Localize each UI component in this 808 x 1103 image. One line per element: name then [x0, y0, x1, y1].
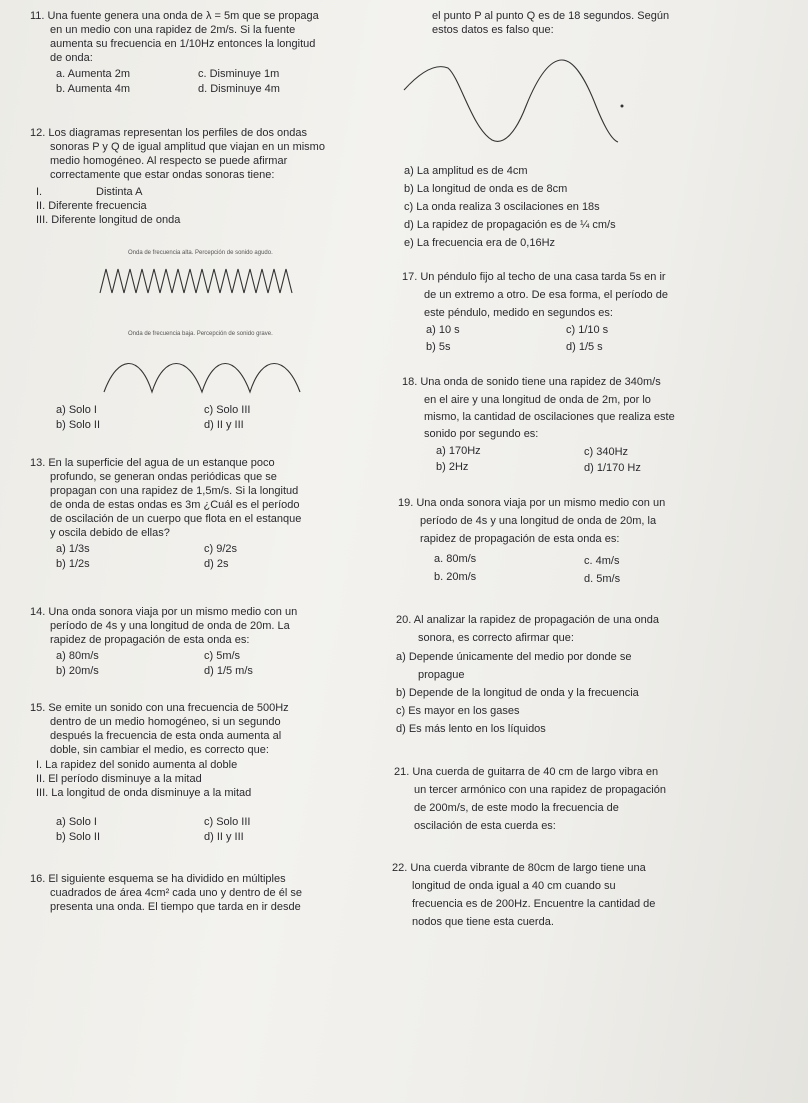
q17-line: de un extremo a otro. De esa forma, el período de	[424, 289, 668, 301]
q12-line: sonoras P y Q de igual amplitud que viajan en un mismo	[50, 141, 325, 153]
q13-line: de onda de estas ondas es 3m ¿Cuál es el período	[50, 499, 300, 511]
q11-option-b: b. Aumenta 4m	[56, 83, 130, 95]
q15-line: dentro de un medio homogéneo, si un segundo	[50, 716, 281, 728]
q12-statement-i-text: Distinta A	[96, 186, 143, 198]
q14-line: 14. Una onda sonora viaja por un mismo medio con un	[30, 606, 298, 618]
q15-line: 15. Se emite un sonido con una frecuencia de 500Hz	[30, 702, 289, 714]
high-frequency-wave	[100, 267, 292, 295]
q22-line: frecuencia es de 200Hz. Encuentre la cantidad de	[412, 898, 656, 910]
q12-statement-iii: III. Diferente longitud de onda	[36, 214, 181, 226]
q18-option-b: b) 2Hz	[436, 461, 469, 473]
q19-option-d: d. 5m/s	[584, 573, 621, 585]
q12-option-b: b) Solo II	[56, 419, 101, 431]
q15-statement-i: I. La rapidez del sonido aumenta al doble	[36, 759, 238, 771]
q12-statement-i-number: I.	[36, 186, 43, 198]
q17-option-d: d) 1/5 s	[566, 341, 603, 353]
q13-line: de oscilación de un cuerpo que flota en el estanque	[50, 513, 302, 525]
q11-line: en un medio con una rapidez de 2m/s. Si la fuente	[50, 24, 296, 36]
q16-line: cuadrados de área 4cm² cada uno y dentro de él se	[50, 887, 302, 899]
q15-option-a: a) Solo I	[56, 816, 97, 828]
low-frequency-wave	[104, 352, 304, 396]
q16-option-e: e) La frecuencia era de 0,16Hz	[404, 237, 556, 249]
low-frequency-caption: Onda de frecuencia baja. Percepción de sonido grave.	[128, 331, 273, 337]
q16-line: presenta una onda. El tiempo que tarda en ir desde	[50, 901, 301, 913]
q15-statement-ii: II. El período disminuye a la mitad	[36, 773, 202, 785]
q20-option-a: a) Depende únicamente del medio por donde se	[396, 651, 632, 663]
q13-line: 13. En la superficie del agua de un estanque poco	[30, 457, 275, 469]
q11-option-d: d. Disminuye 4m	[198, 83, 280, 95]
q11-option-c: c. Disminuye 1m	[198, 68, 280, 80]
q22-line: nodos que tiene esta cuerda.	[412, 916, 554, 928]
q18-option-d: d) 1/170 Hz	[584, 462, 641, 474]
q12-option-a: a) Solo I	[56, 404, 97, 416]
q19-line: rapidez de propagación de esta onda es:	[420, 533, 620, 545]
q17-option-b: b) 5s	[426, 341, 451, 353]
q13-option-d: d) 2s	[204, 558, 229, 570]
q17-line: este péndulo, medido en segundos es:	[424, 307, 613, 319]
q11-line: aumenta su frecuencia en 1/10Hz entonces la longitud	[50, 38, 316, 50]
q21-line: un tercer armónico con una rapidez de propagación	[414, 784, 666, 796]
q19-line: 19. Una onda sonora viaja por un mismo medio con un	[398, 497, 666, 509]
q18-line: 18. Una onda de sonido tiene una rapidez de 340m/s	[402, 376, 661, 388]
q18-line: sonido por segundo es:	[424, 428, 539, 440]
q19-option-a: a. 80m/s	[434, 553, 477, 565]
q12-line: correctamente que estar ondas sonoras tiene:	[50, 169, 275, 181]
q13-line: propagan con una rapidez de 1,5m/s. Si la longitud	[50, 485, 299, 497]
q20-option-a-cont: propague	[418, 669, 465, 681]
q16-wave-diagram	[404, 58, 626, 148]
q14-line: rapidez de propagación de esta onda es:	[50, 634, 250, 646]
q16-option-a: a) La amplitud es de 4cm	[404, 165, 528, 177]
q15-line: doble, sin cambiar el medio, es correcto que:	[50, 744, 269, 756]
q13-line: profundo, se generan ondas periódicas que se	[50, 471, 277, 483]
q12-statement-ii: II. Diferente frecuencia	[36, 200, 147, 212]
q11-option-a: a. Aumenta 2m	[56, 68, 130, 80]
q13-option-c: c) 9/2s	[204, 543, 238, 555]
q14-option-c: c) 5m/s	[204, 650, 241, 662]
q15-statement-iii: III. La longitud de onda disminuye a la mitad	[36, 787, 252, 799]
q12-option-d: d) II y III	[204, 419, 244, 431]
q21-line: oscilación de esta cuerda es:	[414, 820, 556, 832]
q19-line: período de 4s y una longitud de onda de 20m, la	[420, 515, 657, 527]
q14-option-d: d) 1/5 m/s	[204, 665, 253, 677]
q18-line: mismo, la cantidad de oscilaciones que realiza este	[424, 411, 675, 423]
q13-line: y oscila debido de ellas?	[50, 527, 170, 539]
q18-option-c: c) 340Hz	[584, 446, 629, 458]
q19-option-b: b. 20m/s	[434, 571, 477, 583]
q21-line: 21. Una cuerda de guitarra de 40 cm de largo vibra en	[394, 766, 659, 778]
q16-option-b: b) La longitud de onda es de 8cm	[404, 183, 568, 195]
q20-line: sonora, es correcto afirmar que:	[418, 632, 574, 644]
q20-option-d: d) Es más lento en los líquidos	[396, 723, 546, 735]
q11-line: de onda:	[50, 52, 93, 64]
q17-line: 17. Un péndulo fijo al techo de una casa tarda 5s en ir	[402, 271, 666, 283]
q18-line: en el aire y una longitud de onda de 2m, por lo	[424, 394, 651, 406]
q20-option-b: b) Depende de la longitud de onda y la frecuencia	[396, 687, 639, 699]
q22-line: 22. Una cuerda vibrante de 80cm de largo tiene una	[392, 862, 646, 874]
q12-option-c: c) Solo III	[204, 404, 251, 416]
q13-option-a: a) 1/3s	[56, 543, 90, 555]
q16-cont-line: el punto P al punto Q es de 18 segundos. Según	[432, 10, 670, 22]
q14-option-a: a) 80m/s	[56, 650, 99, 662]
q15-option-d: d) II y III	[204, 831, 244, 843]
q17-option-c: c) 1/10 s	[566, 324, 609, 336]
q20-option-c: c) Es mayor en los gases	[396, 705, 520, 717]
q20-line: 20. Al analizar la rapidez de propagación de una onda	[396, 614, 659, 626]
q11-line: 11. Una fuente genera una onda de λ = 5m que se propaga	[30, 10, 319, 22]
q16-cont-line: estos datos es falso que:	[432, 24, 554, 36]
q18-option-a: a) 170Hz	[436, 445, 481, 457]
q12-line: medio homogéneo. Al respecto se puede afirmar	[50, 155, 288, 167]
q16-option-c: c) La onda realiza 3 oscilaciones en 18s	[404, 201, 600, 213]
q16-line: 16. El siguiente esquema se ha dividido en múltiples	[30, 873, 286, 885]
q17-option-a: a) 10 s	[426, 324, 460, 336]
q21-line: de 200m/s, de este modo la frecuencia de	[414, 802, 619, 814]
high-frequency-caption: Onda de frecuencia alta. Percepción de sonido agudo.	[128, 250, 273, 256]
q15-option-c: c) Solo III	[204, 816, 251, 828]
q14-option-b: b) 20m/s	[56, 665, 99, 677]
q14-line: período de 4s y una longitud de onda de 20m. La	[50, 620, 290, 632]
q22-line: longitud de onda igual a 40 cm cuando su	[412, 880, 616, 892]
q16-option-d: d) La rapidez de propagación es de ¼ cm/s	[404, 219, 616, 231]
q19-option-c: c. 4m/s	[584, 555, 620, 567]
q13-option-b: b) 1/2s	[56, 558, 90, 570]
q15-line: después la frecuencia de esta onda aumenta al	[50, 730, 282, 742]
q12-line: 12. Los diagramas representan los perfiles de dos ondas	[30, 127, 308, 139]
q15-option-b: b) Solo II	[56, 831, 101, 843]
